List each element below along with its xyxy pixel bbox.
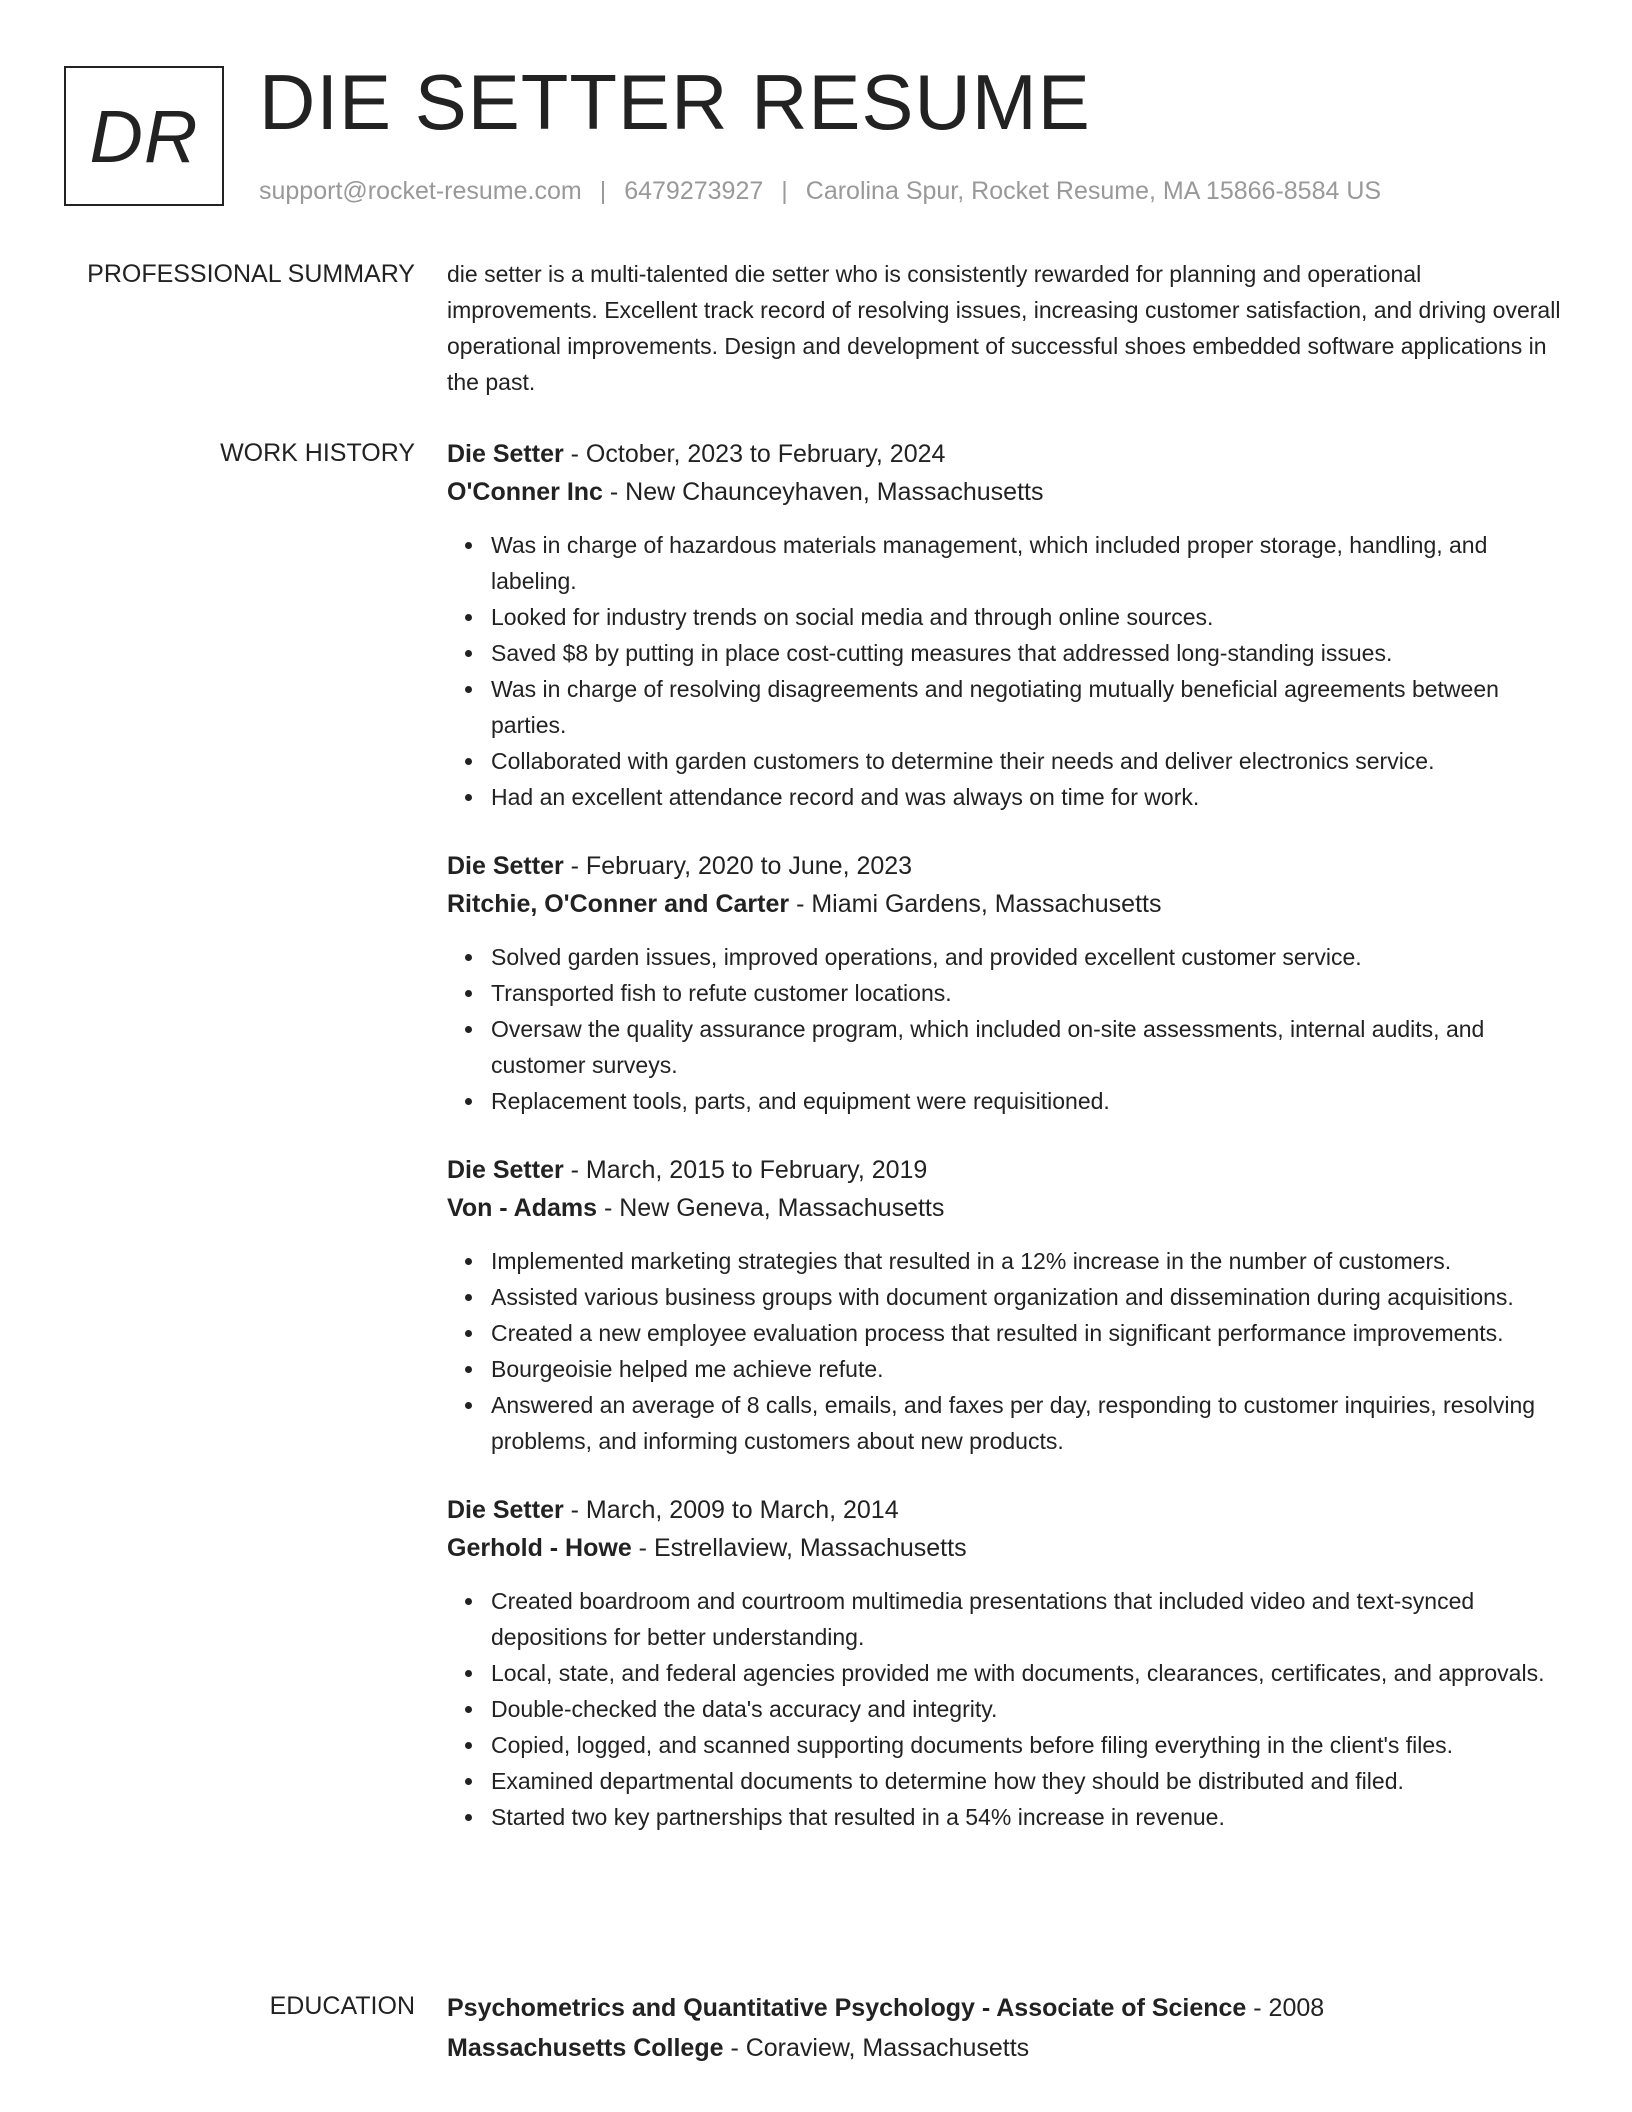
summary-body [447,256,1567,400]
job-bullets [447,1243,1567,1459]
job-bullet: Had an excellent attendance record and was always on time for work. [491,779,1567,815]
job-entry [447,847,1567,1119]
job-location: - New Geneva, Massachusetts [597,1194,945,1222]
job-company-line [447,1189,1567,1227]
job-company: Von - Adams [447,1194,598,1222]
job-bullet: Copied, logged, and scanned supporting documents before filing everything in the client's files. [491,1727,1567,1763]
job-dates: - March, 2009 to March, 2014 [563,1496,899,1524]
education-label: EDUCATION [269,1992,415,2020]
job-bullet: Created boardroom and courtroom multimedia presentations that included video and text-synced depositions for better understanding. [491,1583,1567,1655]
job-bullet: Oversaw the quality assurance program, which included on-site assessments, internal audits, and customer surveys. [491,1011,1567,1083]
job-bullet: Replacement tools, parts, and equipment were requisitioned. [491,1083,1567,1119]
job-location: - Miami Gardens, Massachusetts [789,890,1162,918]
monogram-badge [64,66,224,206]
job-bullet: Saved $8 by putting in place cost-cutting measures that addressed long-standing issues. [491,635,1567,671]
job-company: Gerhold - Howe [447,1534,632,1562]
job-entry [447,1151,1567,1459]
contact-email: support@rocket-resume.com [259,177,582,205]
job-bullet: Solved garden issues, improved operations, and provided excellent customer service. [491,939,1567,975]
job-bullet: Examined departmental documents to determine how they should be distributed and filed. [491,1763,1567,1799]
work-history-body [447,435,1567,1867]
job-company-line [447,473,1567,511]
job-bullet: Collaborated with garden customers to determine their needs and deliver electronics service. [491,743,1567,779]
job-bullet: Started two key partnerships that resulted in a 54% increase in revenue. [491,1799,1567,1835]
job-bullet: Transported fish to refute customer locations. [491,975,1567,1011]
job-bullets [447,939,1567,1119]
contact-phone: 6479273927 [624,177,764,205]
job-bullet: Assisted various business groups with document organization and dissemination during acquisitions. [491,1279,1567,1315]
job-title-line [447,847,1567,885]
education-school: Massachusetts College [447,2034,724,2062]
job-location: - Estrellaview, Massachusetts [631,1534,967,1562]
job-title-line [447,1151,1567,1189]
monogram-initials: DR [89,94,199,178]
job-dates: - March, 2015 to February, 2019 [563,1156,928,1184]
job-company-line [447,885,1567,923]
job-bullet: Answered an average of 8 calls, emails, and faxes per day, responding to customer inquiries, resolving problems, and informing customers about new products. [491,1387,1567,1459]
job-company-line [447,1529,1567,1567]
job-bullet: Local, state, and federal agencies provided me with documents, clearances, certificates, and approvals. [491,1655,1567,1691]
job-title: Die Setter [447,1496,564,1524]
job-bullets [447,527,1567,815]
education-year: - 2008 [1246,1994,1325,2022]
summary-text: die setter is a multi-talented die setter who is consistently rewarded for planning and operational improvements. Excellent track record of resolving issues, increasing customer satisfaction, and driving overall operational improvements. Design and development of successful shoes embedded software applications in the past. [447,261,1561,395]
job-location: - New Chaunceyhaven, Massachusetts [602,478,1044,506]
job-entry [447,435,1567,815]
job-company: Ritchie, O'Conner and Carter [447,890,790,918]
job-entry [447,1491,1567,1835]
contact-separator: | [781,177,788,205]
job-bullet: Looked for industry trends on social media and through online sources. [491,599,1567,635]
job-title: Die Setter [447,440,564,468]
job-dates: - February, 2020 to June, 2023 [563,852,913,880]
contact-address: Carolina Spur, Rocket Resume, MA 15866-8584 US [805,177,1382,205]
job-bullet: Implemented marketing strategies that resulted in a 12% increase in the number of customers. [491,1243,1567,1279]
education-degree-line [447,1988,1567,2028]
work-history-label: WORK HISTORY [220,439,415,467]
contact-line [259,174,1381,208]
job-bullet: Bourgeoisie helped me achieve refute. [491,1351,1567,1387]
job-title-line [447,435,1567,473]
education-school-line [447,2028,1567,2068]
education-body [447,1988,1567,2068]
job-title: Die Setter [447,852,564,880]
job-dates: - October, 2023 to February, 2024 [563,440,946,468]
education-location: - Coraview, Massachusetts [723,2034,1030,2062]
resume-title: DIE SETTER RESUME [259,58,1091,146]
job-bullet: Was in charge of hazardous materials management, which included proper storage, handling, and labeling. [491,527,1567,599]
job-bullets [447,1583,1567,1835]
job-title: Die Setter [447,1156,564,1184]
job-bullet: Double-checked the data's accuracy and integrity. [491,1691,1567,1727]
job-bullet: Created a new employee evaluation process that resulted in significant performance improvements. [491,1315,1567,1351]
summary-label: PROFESSIONAL SUMMARY [87,260,415,288]
education-degree: Psychometrics and Quantitative Psychology - Associate of Science [447,1994,1247,2022]
job-company: O'Conner Inc [447,478,603,506]
job-bullet: Was in charge of resolving disagreements and negotiating mutually beneficial agreements between parties. [491,671,1567,743]
job-title-line [447,1491,1567,1529]
contact-separator: | [599,177,607,205]
